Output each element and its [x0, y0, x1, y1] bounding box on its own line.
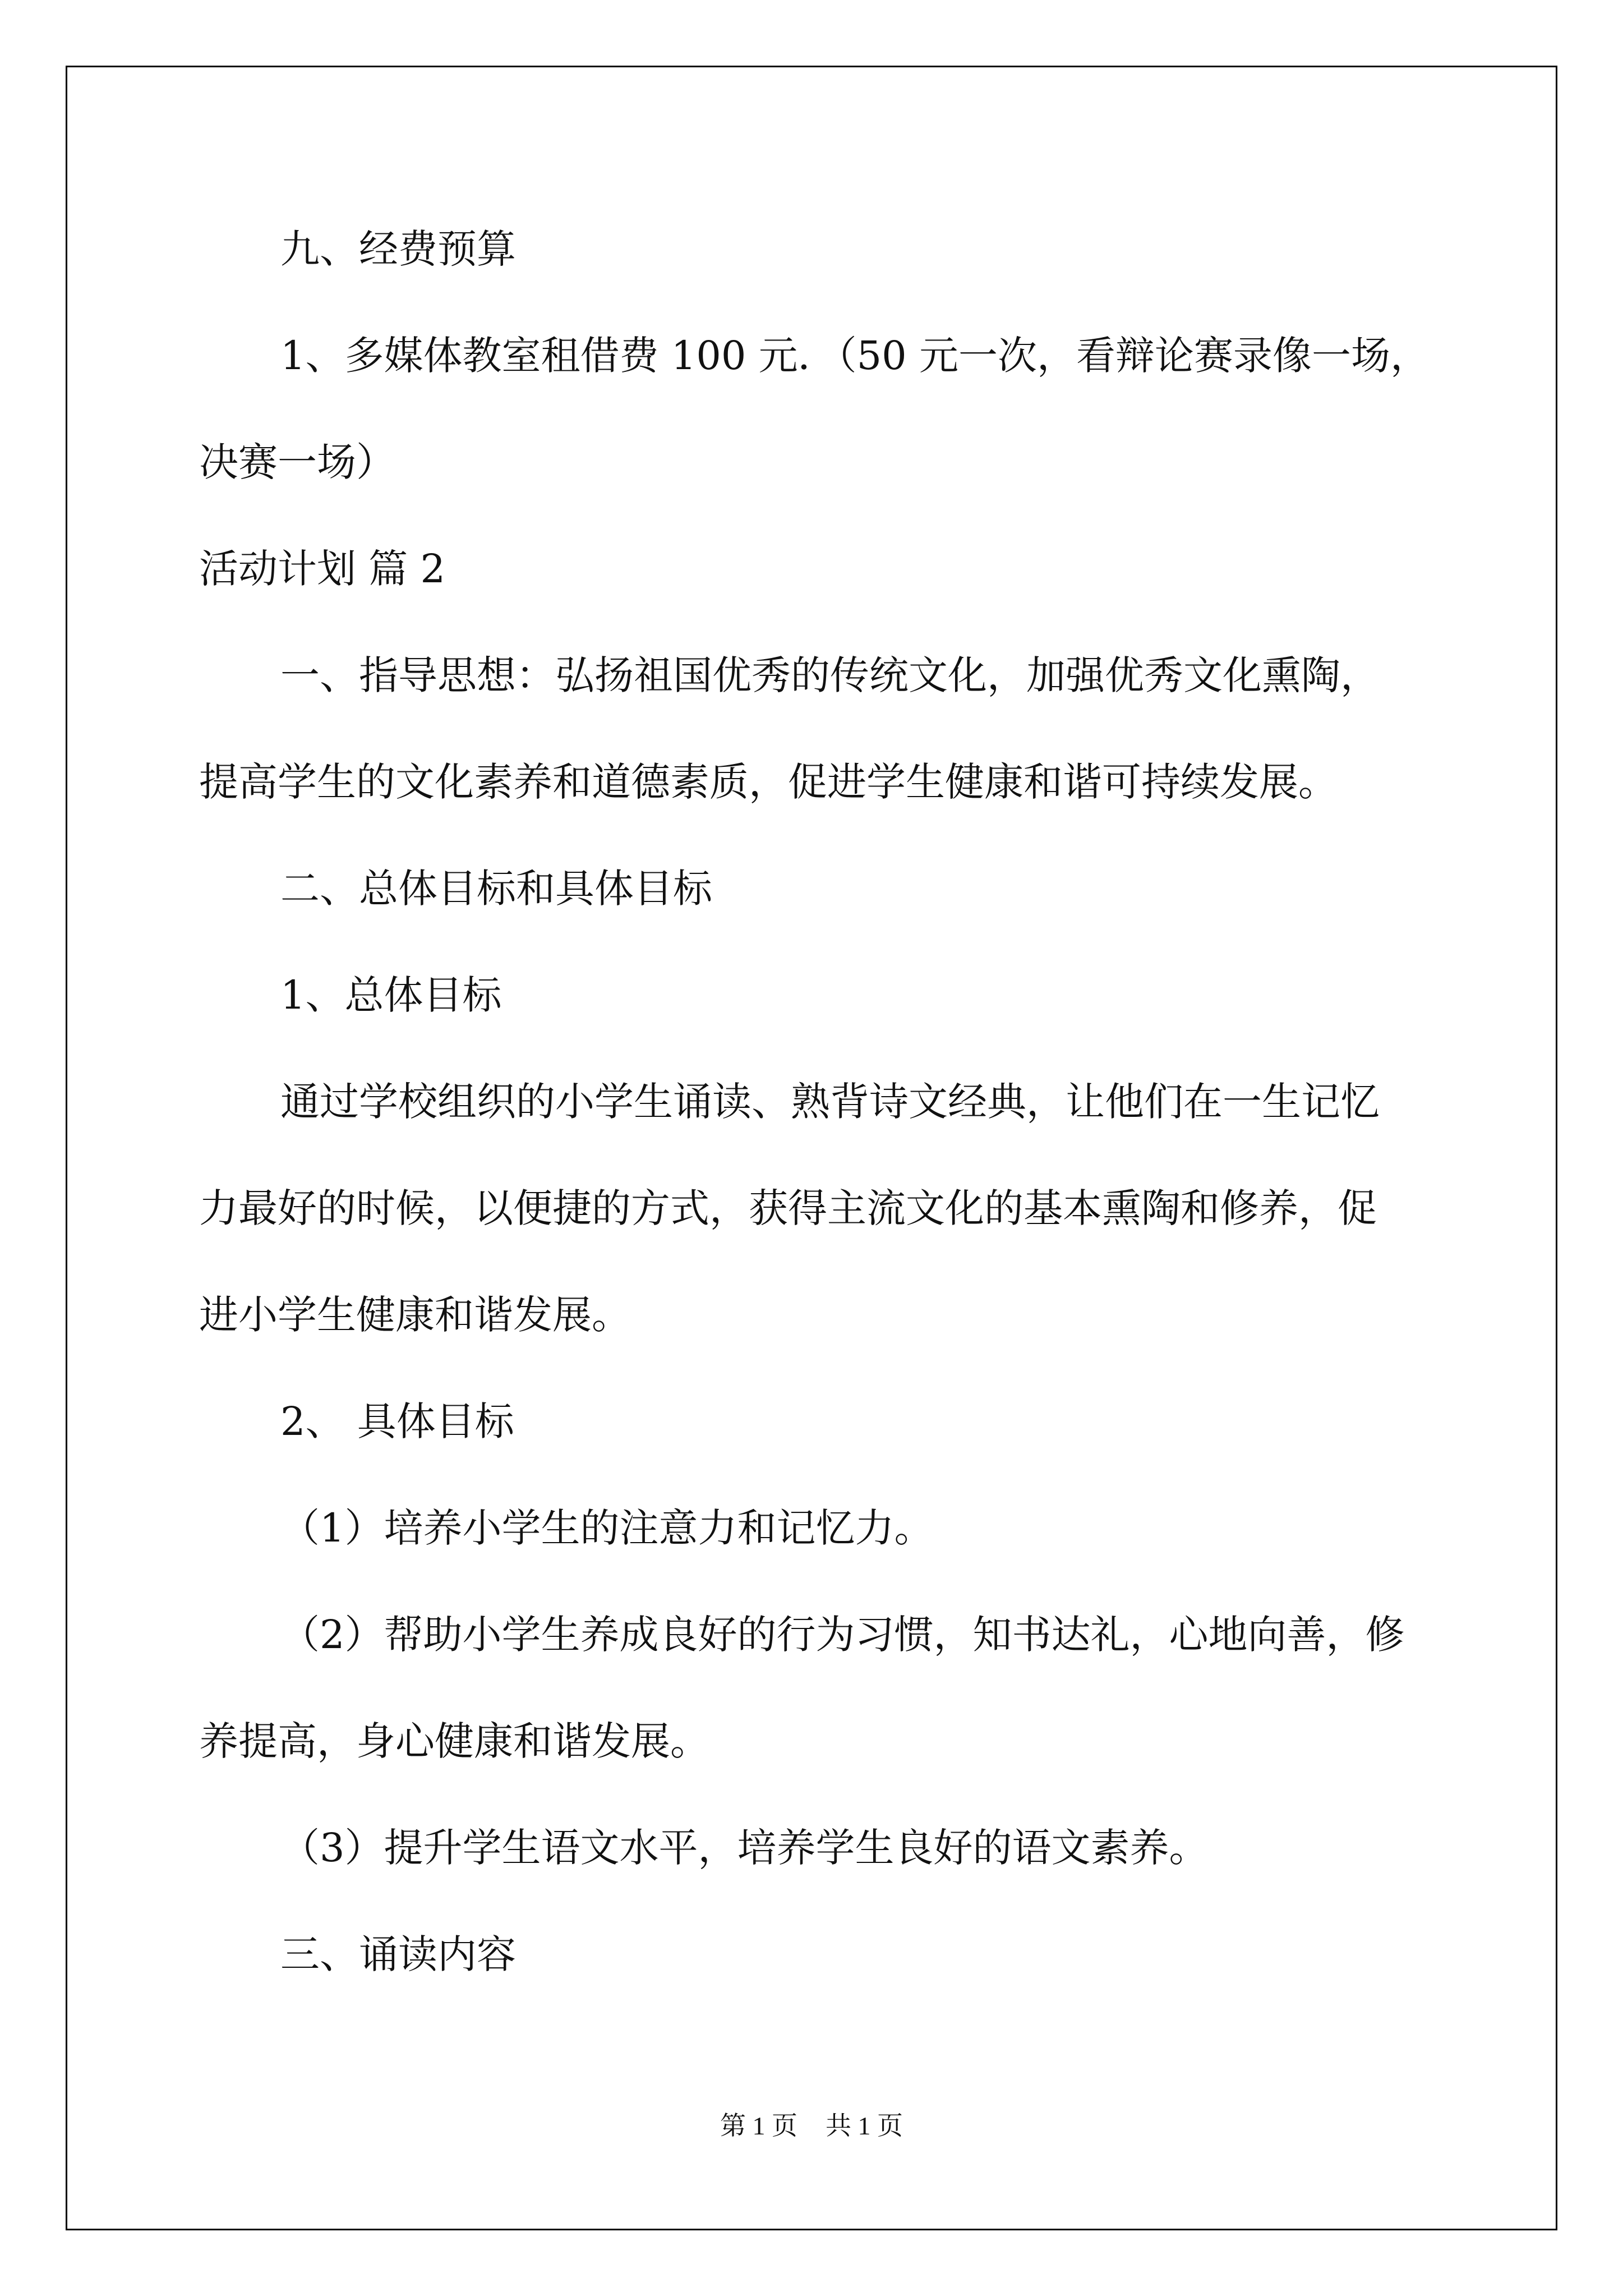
- page-border: [66, 66, 1557, 2230]
- list-item: （1）培养小学生的注意力和记忆力。: [280, 1505, 934, 1551]
- section-heading-goals: 二、总体目标和具体目标: [280, 866, 712, 912]
- paragraph-line: 通过学校组织的小学生诵读、熟背诗文经典，让他们在一生记忆: [280, 1079, 1380, 1125]
- paragraph-line: 决赛一场）: [199, 439, 395, 485]
- page-number: 第 1 页: [720, 2111, 797, 2140]
- article-title: 活动计划 篇 2: [199, 546, 446, 592]
- page-total: 共 1 页: [826, 2111, 903, 2140]
- paragraph-line: 进小学生健康和谐发展。: [199, 1292, 631, 1338]
- list-item: （3）提升学生语文水平，培养学生良好的语文素养。: [280, 1825, 1209, 1871]
- paragraph-line: 一、指导思想：弘扬祖国优秀的传统文化，加强优秀文化熏陶，: [280, 652, 1380, 698]
- subsection-heading: 1、总体目标: [280, 972, 502, 1018]
- subsection-heading: 2、 具体目标: [280, 1398, 514, 1444]
- paragraph-line: 力最好的时候，以便捷的方式，获得主流文化的基本熏陶和修养，促: [199, 1185, 1377, 1231]
- paragraph-line: 提高学生的文化素养和道德素质，促进学生健康和谐可持续发展。: [199, 759, 1338, 805]
- page-footer: [0, 2109, 1623, 2143]
- section-heading-content: 三、诵读内容: [280, 1931, 516, 1977]
- list-item: （2）帮助小学生养成良好的行为习惯，知书达礼，心地向善，修: [280, 1612, 1405, 1658]
- paragraph-line: 1、多媒体教室租借费 100 元．（50 元一次，看辩论赛录像一场，: [280, 333, 1430, 379]
- section-heading-budget: 九、经费预算: [280, 226, 516, 272]
- paragraph-line: 养提高，身心健康和谐发展。: [199, 1718, 709, 1764]
